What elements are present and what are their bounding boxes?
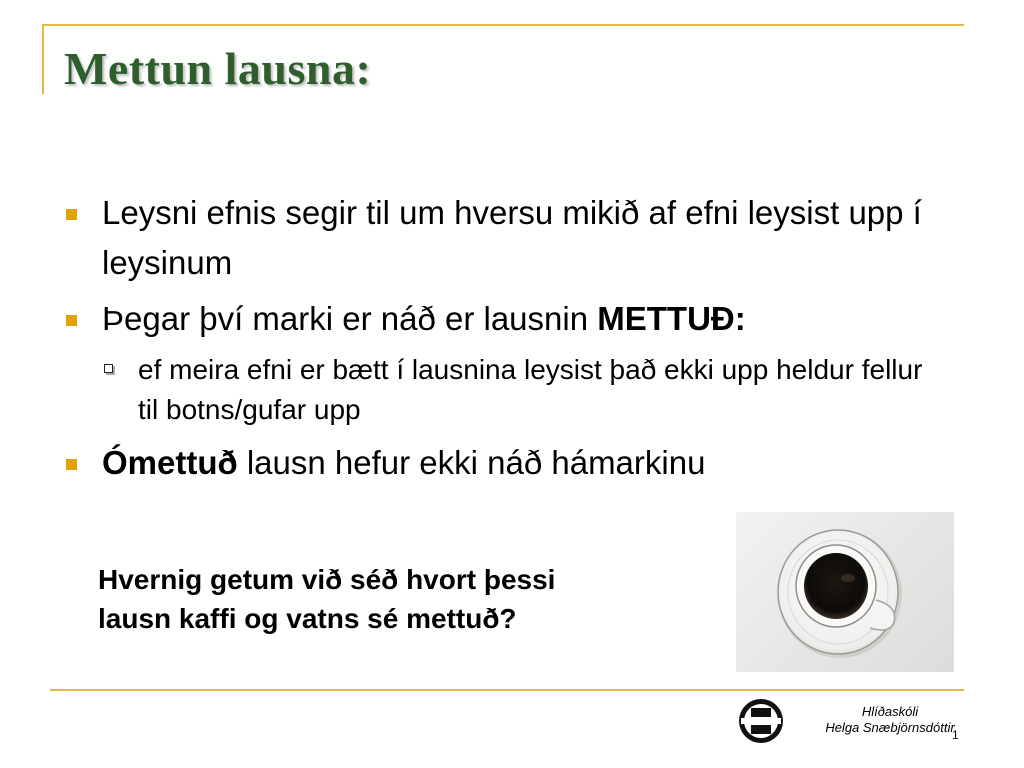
school-logo	[737, 697, 785, 745]
bullet-list	[60, 188, 950, 494]
bullet-text: Leysni efnis segir til um hversu mikið af efni leysist upp í leysinum	[102, 194, 922, 281]
footer-school: Hlíðaskóli	[861, 704, 919, 719]
sub-bullet-item	[138, 350, 950, 430]
question-text	[98, 560, 698, 638]
bullet-square-icon	[66, 459, 77, 470]
bullet-item	[60, 438, 950, 488]
bullet-square-icon	[66, 209, 77, 220]
bullet-text: lausn hefur ekki náð hámarkinu	[237, 444, 706, 481]
bottom-rule	[50, 689, 964, 691]
bullet-square-icon	[66, 315, 77, 326]
coffee-cup-photo	[736, 512, 954, 672]
side-rule	[42, 24, 44, 94]
bullet-item	[60, 294, 950, 344]
sub-bullet-text: ef meira efni er bætt í lausnina leysist það ekki upp heldur fellur til botns/gufar upp	[138, 354, 923, 425]
page-number: 1	[952, 728, 959, 742]
top-rule	[42, 24, 964, 26]
coffee-cup-illustration	[736, 512, 954, 672]
question-line: lausn kaffi og vatns sé mettuð?	[98, 603, 517, 634]
bullet-item	[60, 188, 950, 288]
question-line: Hvernig getum við séð hvort þessi	[98, 564, 556, 595]
bullet-bold-text: METTUÐ:	[597, 300, 746, 337]
hollow-square-bullet-icon	[104, 364, 113, 373]
bullet-text: Þegar því marki er náð er lausnin	[102, 300, 598, 337]
footer-author: Helga Snæbjörnsdóttir	[825, 720, 955, 735]
slide-title: Mettun lausna:	[64, 43, 372, 94]
bullet-bold-text: Ómettuð	[102, 444, 238, 481]
